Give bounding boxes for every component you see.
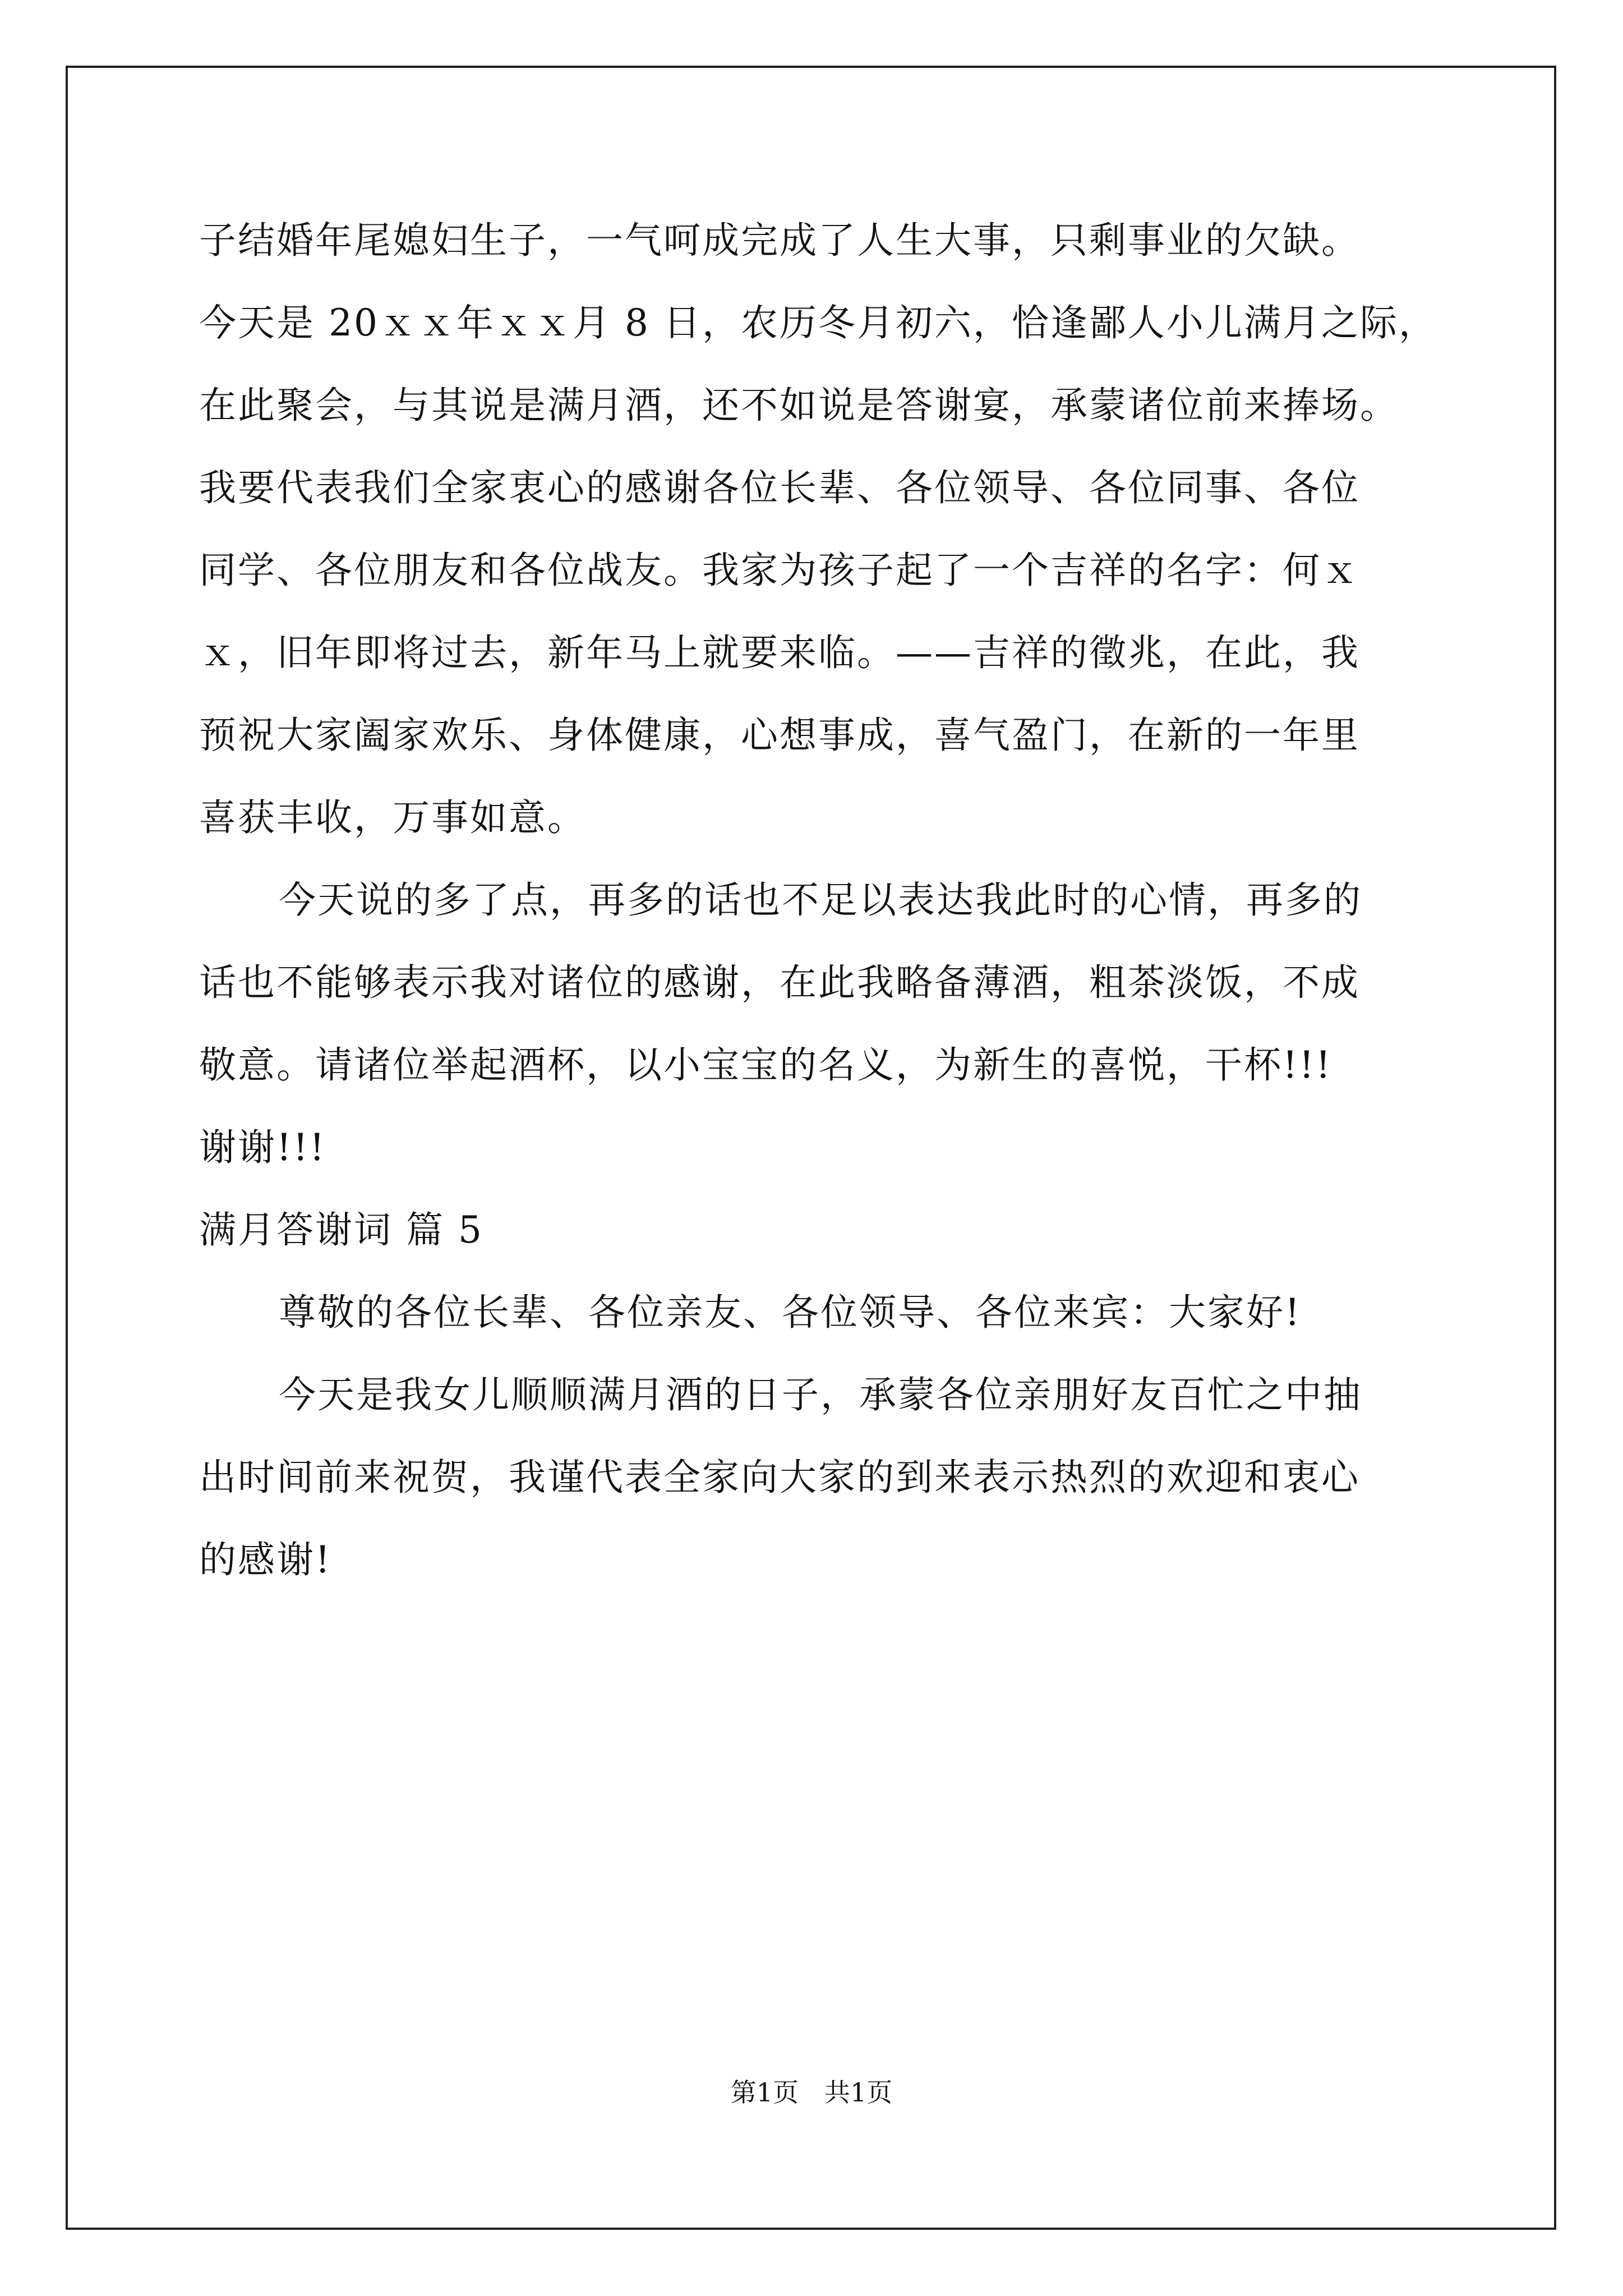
body-line: 今天是我女儿顺顺满月酒的日子，承蒙各位亲朋好友百忙之中抽 xyxy=(279,1373,1362,1416)
body-line: 今天是 20ｘｘ年ｘｘ月 8 日，农历冬月初六，恰逢鄙人小儿满月之际， xyxy=(199,301,1437,344)
body-line: 的感谢! xyxy=(199,1538,332,1581)
body-line: 话也不能够表示我对诸位的感谢，在此我略备薄酒，粗茶淡饭，不成 xyxy=(199,961,1360,1004)
body-line: 喜获丰收，万事如意。 xyxy=(199,796,586,839)
body-line: 敬意。请诸位举起酒杯，以小宝宝的名义，为新生的喜悦，干杯!!! xyxy=(199,1043,1332,1087)
body-line: 我要代表我们全家衷心的感谢各位长辈、各位领导、各位同事、各位 xyxy=(199,466,1360,509)
body-line: 在此聚会，与其说是满月酒，还不如说是答谢宴，承蒙诸位前来捧场。 xyxy=(199,384,1399,427)
body-line: 子结婚年尾媳妇生子，一气呵成完成了人生大事，只剩事业的欠缺。 xyxy=(199,219,1360,262)
body-line: 尊敬的各位长辈、各位亲友、各位领导、各位来宾：大家好! xyxy=(279,1291,1302,1334)
body-line: 今天说的多了点，再多的话也不足以表达我此时的心情，再多的 xyxy=(279,878,1362,922)
body-line: ｘ，旧年即将过去，新年马上就要来临。——吉祥的徵兆，在此，我 xyxy=(199,631,1360,674)
body-line: 谢谢!!! xyxy=(199,1126,326,1169)
body-line: 预祝大家阖家欢乐、身体健康，心想事成，喜气盈门，在新的一年里 xyxy=(199,714,1360,757)
section-heading: 满月答谢词 篇 5 xyxy=(199,1208,483,1251)
page-footer: 第1页 共1页 xyxy=(730,2077,893,2108)
body-line: 同学、各位朋友和各位战友。我家为孩子起了一个吉祥的名字：何ｘ xyxy=(199,549,1360,592)
body-line: 出时间前来祝贺，我谨代表全家向大家的到来表示热烈的欢迎和衷心 xyxy=(199,1456,1360,1499)
